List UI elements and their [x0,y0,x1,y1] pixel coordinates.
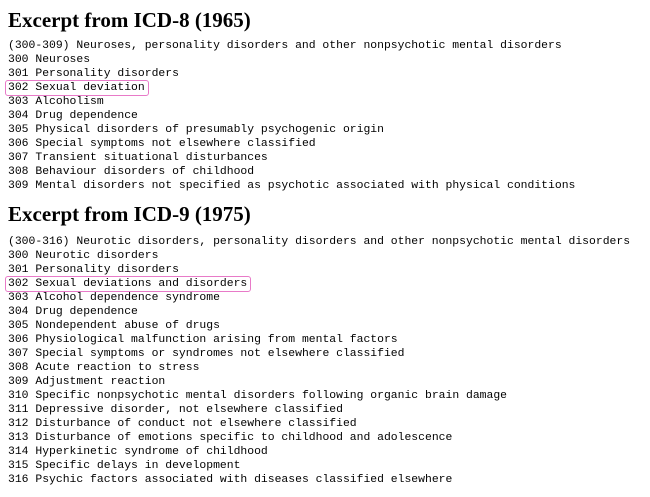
code-entry [6,123,575,137]
code-entry [6,403,630,417]
code-entry [6,179,575,193]
code-entry [6,445,630,459]
code-number: 305 [8,320,29,332]
code-entry [6,151,575,165]
code-label: Personality disorders [35,68,179,80]
code-number: 307 [8,152,29,164]
code-label: Hyperkinetic syndrome of childhood [35,446,268,458]
code-entry [6,361,630,375]
code-list-icd9 [6,235,630,487]
code-number: 305 [8,124,29,136]
code-entry [6,165,575,179]
category-range-line: (300-316) Neurotic disorders, personality disorders and other nonpsychotic mental disorders [8,236,631,248]
code-label: Alcoholism [35,96,104,108]
code-number: 306 [8,334,29,346]
code-entry [6,263,630,277]
code-label: Neurotic disorders [35,250,159,262]
code-label: Depressive disorder, not elsewhere classified [35,404,343,416]
code-entry [6,417,630,431]
code-label: Physical disorders of presumably psychogenic origin [35,124,384,136]
code-number: 300 [8,54,29,66]
highlighted-code-entry [6,277,250,291]
code-label: Nondependent abuse of drugs [35,320,220,332]
code-number: 308 [8,362,29,374]
code-label: Disturbance of conduct not elsewhere classified [35,418,357,430]
code-entry [6,109,575,123]
code-number: 300 [8,250,29,262]
code-label: Mental disorders not specified as psychotic associated with physical conditions [35,180,576,192]
code-number: 314 [8,446,29,458]
code-number: 303 [8,96,29,108]
section-title-icd8: Excerpt from ICD-8 (1965) [8,8,251,32]
code-number: 307 [8,348,29,360]
highlighted-code-entry [6,81,148,95]
code-label: Neuroses [35,54,91,66]
category-range-line: (300-309) Neuroses, personality disorders and other nonpsychotic mental disorders [8,40,562,52]
code-label: Special symptoms not elsewhere classified [35,138,316,150]
code-label: Personality disorders [35,264,179,276]
code-number: 308 [8,166,29,178]
code-label: Drug dependence [35,110,138,122]
code-number: 315 [8,460,29,472]
code-label: Specific nonpsychotic mental disorders following organic brain damage [35,390,508,402]
code-label: Disturbance of emotions specific to childhood and adolescence [35,432,453,444]
code-number: 301 [8,264,29,276]
code-entry [6,291,630,305]
code-label: Physiological malfunction arising from mental factors [35,334,398,346]
code-entry [6,431,630,445]
code-number: 304 [8,306,29,318]
code-number: 312 [8,418,29,430]
code-number: 313 [8,432,29,444]
code-entry [6,333,630,347]
code-entry [6,375,630,389]
code-number: 311 [8,404,29,416]
code-label: Acute reaction to stress [35,362,200,374]
code-number: 303 [8,292,29,304]
code-label: Behaviour disorders of childhood [35,166,255,178]
code-number: 310 [8,390,29,402]
code-entry [6,249,630,263]
code-entry [6,347,630,361]
code-label: Adjustment reaction [35,376,166,388]
code-number: 316 [8,474,29,486]
code-label: Sexual deviations and disorders [35,278,248,290]
code-entry [6,95,575,109]
code-entry [6,137,575,151]
code-list-icd8 [6,39,575,193]
code-label: Transient situational disturbances [35,152,268,164]
code-label: Psychic factors associated with diseases classified elsewhere [35,474,453,486]
code-entry [6,459,630,473]
code-label: Specific delays in development [35,460,241,472]
code-number: 302 [8,82,29,94]
section-title-icd9: Excerpt from ICD-9 (1975) [8,202,251,226]
code-number: 301 [8,68,29,80]
code-entry [6,389,630,403]
code-label: Sexual deviation [35,82,145,94]
code-entry [6,473,630,487]
code-entry [6,319,630,333]
code-label: Drug dependence [35,306,138,318]
code-label: Alcohol dependence syndrome [35,292,220,304]
code-entry [6,305,630,319]
code-number: 309 [8,180,29,192]
code-number: 302 [8,278,29,290]
code-entry [6,67,575,81]
code-label: Special symptoms or syndromes not elsewhere classified [35,348,405,360]
code-number: 304 [8,110,29,122]
code-number: 306 [8,138,29,150]
code-number: 309 [8,376,29,388]
code-entry [6,53,575,67]
